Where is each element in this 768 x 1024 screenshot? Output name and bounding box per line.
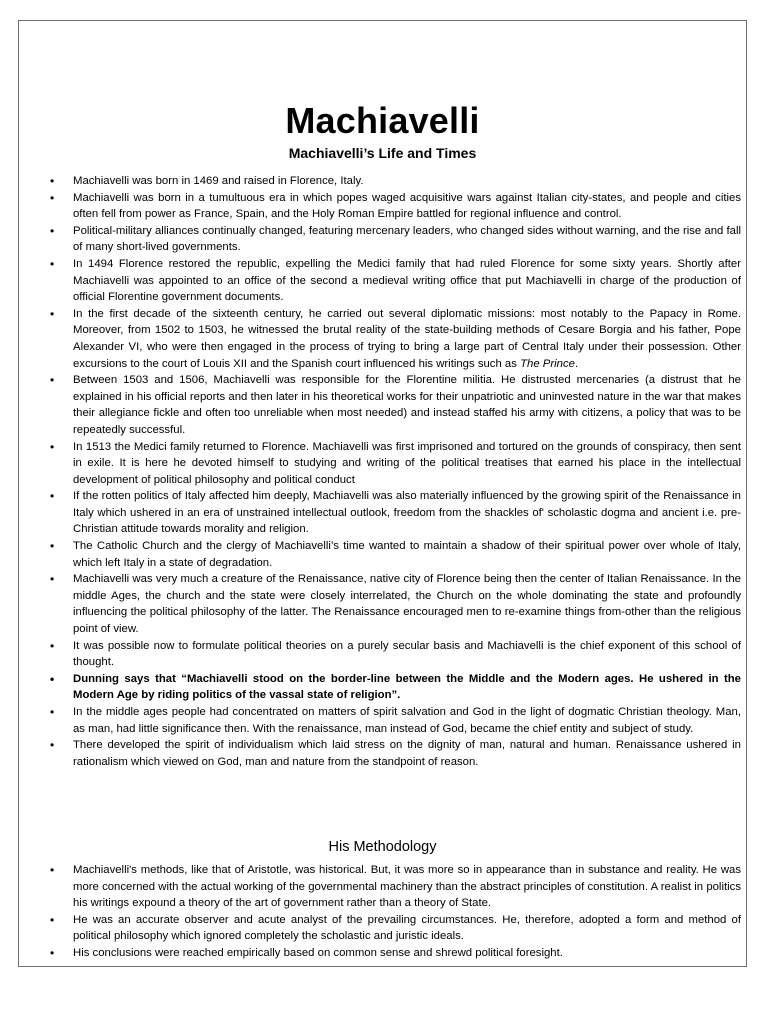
list-item: • In the first decade of the sixteenth century, he carried out several diplomatic missions: most notably to the Papacy in Rome. Moreover, from 1502 to 1503, he witnessed the brutal reality of the state-building methods of Cesare Borgia and his father, Pope Alexander VI, who were then engaged in the process of trying to bring a large part of Central Italy under their possession. Other excursions to the court of Louis XII and the Spanish court influenced his writings such as The Prince. [23, 306, 745, 372]
list-item: • Between 1503 and 1506, Machiavelli was responsible for the Florentine militia. He distrusted mercenaries (a distrust that he explained in his official reports and then later in his theoretical works for their unpatriotic and uninvested nature in the war that makes their allegiance fickle and often too unreliable when most needed) and instead staffed his army with citizens, a policy that was to be repeatedly successful. [23, 372, 745, 438]
list-item: • Machiavelli was very much a creature of the Renaissance, native city of Florence being then the center of Italian Renaissance. In the middle Ages, the church and the state were closely interrelated, the Church on the whole dominating the state and profoundly influencing the political philosophy of the latter. The Renaissance encouraged men to re-examine things from-other than the religious point of view. [23, 571, 745, 637]
book-title-the-prince: The Prince [520, 357, 575, 370]
list-item: • It was possible now to formulate political theories on a purely secular basis and Machiavelli is the chief exponent of this school of thought. [23, 638, 745, 671]
dunning-quote: “Machiavelli stood on the border-line between the Middle and the Modern ages. He ushered in the Modern Age by riding politics of the vassal state of religion”. [73, 672, 741, 702]
list-item: • Political-military alliances continually changed, featuring mercenary leaders, who changed sides without warning, and the rise and fall of many short-lived governments. [23, 223, 745, 256]
methodology-list [23, 862, 745, 962]
document-page [18, 20, 747, 967]
document-title: Machiavelli [285, 100, 480, 141]
list-item: • Machiavelli's methods, like that of Aristotle, was historical. But, it was more so in appearance than in substance and reality. He was more concerned with the actual working of the governmental machinery than the abstract principles of constitution. A realist in politics his writings expound a theory of the art of government rather than a theory of State. [23, 862, 745, 912]
life-and-times-list [23, 173, 745, 770]
list-item: • He was an accurate observer and acute analyst of the prevailing circumstances. He, therefore, adopted a form and method of political philosophy which ignored completely the scholastic and juristic ideals. [23, 912, 745, 945]
list-item: • If the rotten politics of Italy affected him deeply, Machiavelli was also materially influenced by the growing spirit of the Renaissance in Italy which ushered in an era of unstrained intellectual outlook, freedom from the shackles of' scholastic dogma and ancient i.e. pre-Christian attitude towards morality and religion. [23, 488, 745, 538]
section-heading-methodology: His Methodology [328, 839, 437, 855]
list-item: • In 1494 Florence restored the republic, expelling the Medici family that had ruled Florence for some sixty years. Shortly after Machiavelli was appointed to an office of the second a medieval writing office that put Machiavelli in charge of the production of official Florentine government documents. [23, 256, 745, 306]
list-item: • In 1513 the Medici family returned to Florence. Machiavelli was first imprisoned and tortured on the grounds of conspiracy, then sent in exile. It is here he devoted himself to studying and writing of the political treatises that earned his place in the intellectual development of political philosophy and political conduct [23, 439, 745, 489]
section-heading-life-and-times: Machiavelli’s Life and Times [288, 145, 477, 161]
list-item: • In the middle ages people had concentrated on matters of spirit salvation and God in the light of dogmatic Christian theology. Man, as man, had little significance then. With the renaissance, man instead of God, became the chief entity and subject of study. [23, 704, 745, 737]
list-item: • His conclusions were reached empirically based on common sense and shrewd political foresight. [23, 945, 745, 962]
list-item: • The Catholic Church and the clergy of Machiavelli’s time wanted to maintain a shadow of their spiritual power over whole of Italy, which left Italy in a state of degradation. [23, 538, 745, 571]
list-item: • Dunning says that “Machiavelli stood on the border-line between the Middle and the Modern ages. He ushered in the Modern Age by riding politics of the vassal state of religion”. [23, 671, 745, 704]
list-item: • Machiavelli was born in 1469 and raised in Florence, Italy. [23, 173, 745, 190]
list-item: • There developed the spirit of individualism which laid stress on the dignity of man, natural and human. Renaissance ushered in rationalism which viewed on God, man and nature from the standpoint of reason. [23, 737, 745, 770]
list-item: • Machiavelli was born in a tumultuous era in which popes waged acquisitive wars against Italian city-states, and people and cities often fell from power as France, Spain, and the Holy Roman Empire battled for regional influence and control. [23, 190, 745, 223]
